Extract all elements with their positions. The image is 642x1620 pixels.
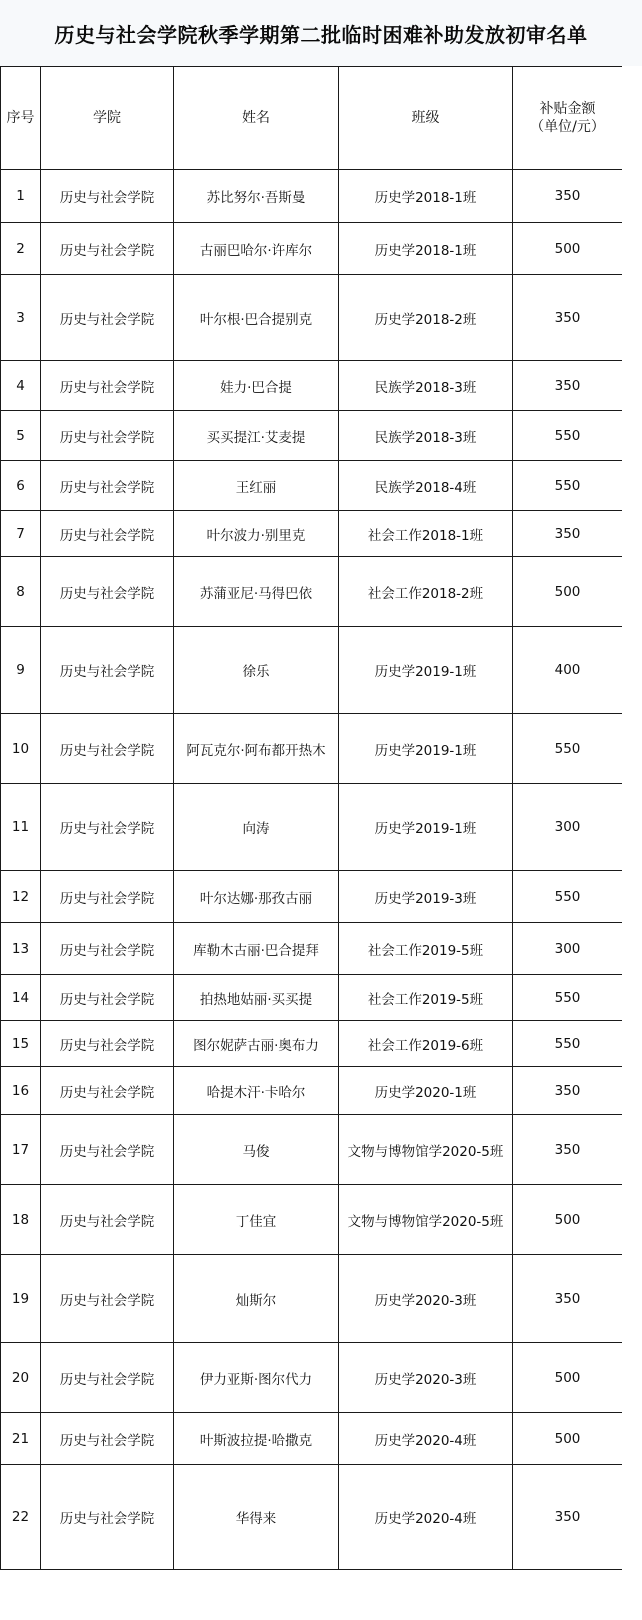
cell-class: 历史学2020-3班 [339,1255,513,1343]
cell-index: 13 [1,923,41,975]
table-row [1,461,623,511]
cell-class: 历史学2019-1班 [339,784,513,871]
table-row [1,627,623,714]
cell-amount: 550 [513,975,623,1021]
cell-name: 图尔妮萨古丽·奥布力 [174,1021,339,1067]
cell-name: 伊力亚斯·图尔代力 [174,1343,339,1413]
header-class: 班级 [339,67,513,170]
cell-name: 向涛 [174,784,339,871]
cell-amount: 350 [513,361,623,411]
cell-name: 娃力·巴合提 [174,361,339,411]
table-row [1,1465,623,1570]
cell-index: 1 [1,170,41,223]
cell-amount: 350 [513,275,623,361]
cell-class: 社会工作2018-2班 [339,557,513,627]
cell-name: 丁佳宜 [174,1185,339,1255]
cell-college: 历史与社会学院 [41,871,174,923]
cell-college: 历史与社会学院 [41,411,174,461]
cell-amount: 550 [513,1021,623,1067]
cell-index: 8 [1,557,41,627]
cell-class: 民族学2018-4班 [339,461,513,511]
cell-college: 历史与社会学院 [41,784,174,871]
cell-amount: 300 [513,923,623,975]
cell-class: 历史学2019-1班 [339,714,513,784]
cell-class: 民族学2018-3班 [339,361,513,411]
cell-college: 历史与社会学院 [41,170,174,223]
cell-name: 叶尔根·巴合提别克 [174,275,339,361]
table-row [1,1255,623,1343]
header-college: 学院 [41,67,174,170]
cell-class: 社会工作2019-5班 [339,923,513,975]
title-bar [0,0,642,66]
table-row [1,1185,623,1255]
cell-amount: 400 [513,627,623,714]
cell-college: 历史与社会学院 [41,511,174,557]
cell-college: 历史与社会学院 [41,1067,174,1115]
subsidy-table [0,66,623,1570]
cell-college: 历史与社会学院 [41,627,174,714]
cell-index: 7 [1,511,41,557]
table-row [1,361,623,411]
cell-index: 10 [1,714,41,784]
cell-index: 21 [1,1413,41,1465]
table-row [1,784,623,871]
cell-name: 华得来 [174,1465,339,1570]
cell-name: 阿瓦克尔·阿布都开热木 [174,714,339,784]
cell-index: 9 [1,627,41,714]
cell-class: 社会工作2018-1班 [339,511,513,557]
cell-index: 17 [1,1115,41,1185]
table-row [1,923,623,975]
table-row [1,411,623,461]
cell-index: 5 [1,411,41,461]
cell-college: 历史与社会学院 [41,975,174,1021]
cell-amount: 500 [513,1413,623,1465]
table-row [1,1343,623,1413]
cell-name: 王红丽 [174,461,339,511]
cell-name: 古丽巴哈尔·许库尔 [174,223,339,275]
cell-name: 叶斯波拉提·哈撒克 [174,1413,339,1465]
cell-class: 历史学2019-3班 [339,871,513,923]
cell-name: 苏比努尔·吾斯曼 [174,170,339,223]
cell-college: 历史与社会学院 [41,714,174,784]
cell-name: 徐乐 [174,627,339,714]
table-body [1,170,623,1570]
cell-class: 历史学2019-1班 [339,627,513,714]
cell-index: 14 [1,975,41,1021]
cell-amount: 350 [513,170,623,223]
cell-index: 3 [1,275,41,361]
table-row [1,275,623,361]
cell-class: 历史学2020-3班 [339,1343,513,1413]
cell-class: 社会工作2019-6班 [339,1021,513,1067]
cell-index: 16 [1,1067,41,1115]
cell-college: 历史与社会学院 [41,923,174,975]
table-row [1,557,623,627]
cell-amount: 350 [513,511,623,557]
cell-amount: 550 [513,411,623,461]
cell-college: 历史与社会学院 [41,1115,174,1185]
cell-index: 11 [1,784,41,871]
cell-amount: 550 [513,461,623,511]
cell-name: 拍热地姑丽·买买提 [174,975,339,1021]
cell-class: 文物与博物馆学2020-5班 [339,1115,513,1185]
header-index: 序号 [1,67,41,170]
cell-college: 历史与社会学院 [41,1465,174,1570]
cell-name: 苏蒲亚尼·马得巴依 [174,557,339,627]
cell-index: 12 [1,871,41,923]
cell-amount: 350 [513,1115,623,1185]
cell-college: 历史与社会学院 [41,1343,174,1413]
cell-class: 历史学2018-1班 [339,170,513,223]
header-name: 姓名 [174,67,339,170]
cell-name: 哈提木汗·卡哈尔 [174,1067,339,1115]
cell-amount: 500 [513,1185,623,1255]
cell-college: 历史与社会学院 [41,1413,174,1465]
cell-college: 历史与社会学院 [41,223,174,275]
cell-college: 历史与社会学院 [41,361,174,411]
cell-class: 民族学2018-3班 [339,411,513,461]
table-row [1,1413,623,1465]
table-row [1,871,623,923]
header-amount-label: 补贴金额 [539,101,596,117]
cell-amount: 500 [513,1343,623,1413]
cell-index: 6 [1,461,41,511]
cell-college: 历史与社会学院 [41,557,174,627]
table-row [1,714,623,784]
cell-index: 20 [1,1343,41,1413]
table-row [1,1021,623,1067]
cell-amount: 300 [513,784,623,871]
cell-name: 库勒木古丽·巴合提拜 [174,923,339,975]
cell-index: 19 [1,1255,41,1343]
cell-class: 历史学2020-1班 [339,1067,513,1115]
cell-class: 历史学2020-4班 [339,1413,513,1465]
cell-index: 22 [1,1465,41,1570]
page-title: 历史与社会学院秋季学期第二批临时困难补助发放初审名单 [54,22,588,47]
cell-amount: 350 [513,1067,623,1115]
cell-college: 历史与社会学院 [41,275,174,361]
table-row [1,223,623,275]
table-row [1,1067,623,1115]
cell-name: 叶尔波力·别里克 [174,511,339,557]
cell-amount: 500 [513,557,623,627]
cell-amount: 350 [513,1255,623,1343]
table-row [1,511,623,557]
cell-index: 2 [1,223,41,275]
cell-amount: 500 [513,223,623,275]
cell-name: 买买提江·艾麦提 [174,411,339,461]
cell-class: 社会工作2019-5班 [339,975,513,1021]
cell-amount: 550 [513,871,623,923]
cell-college: 历史与社会学院 [41,1185,174,1255]
cell-class: 历史学2018-1班 [339,223,513,275]
cell-college: 历史与社会学院 [41,461,174,511]
cell-name: 灿斯尔 [174,1255,339,1343]
cell-class: 文物与博物馆学2020-5班 [339,1185,513,1255]
cell-name: 叶尔达娜·那孜古丽 [174,871,339,923]
header-amount [513,67,623,170]
table-row [1,975,623,1021]
cell-class: 历史学2018-2班 [339,275,513,361]
cell-index: 18 [1,1185,41,1255]
cell-index: 4 [1,361,41,411]
cell-class: 历史学2020-4班 [339,1465,513,1570]
table-row [1,1115,623,1185]
page-margin [622,66,642,1620]
table-row [1,170,623,223]
cell-amount: 350 [513,1465,623,1570]
cell-amount: 550 [513,714,623,784]
cell-name: 马俊 [174,1115,339,1185]
header-row [1,67,623,170]
cell-college: 历史与社会学院 [41,1021,174,1067]
cell-college: 历史与社会学院 [41,1255,174,1343]
cell-index: 15 [1,1021,41,1067]
header-amount-unit: （单位/元） [530,119,605,135]
